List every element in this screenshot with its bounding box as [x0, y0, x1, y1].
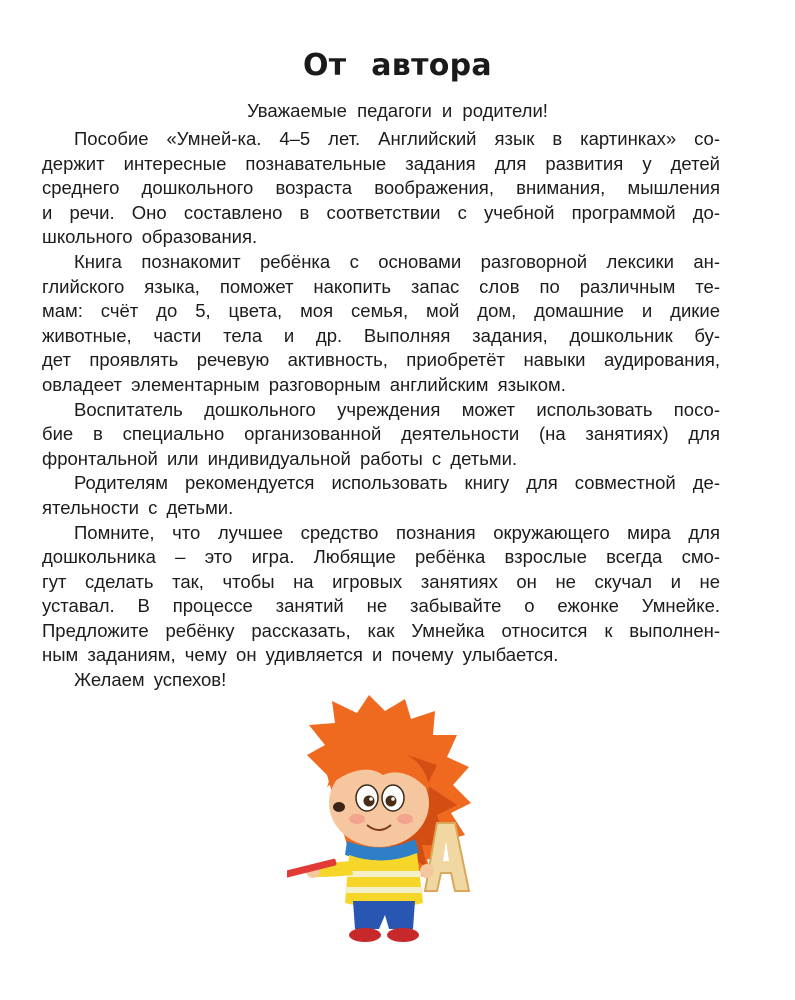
text-line: глийского языка, поможет накопить запас слов по различным те-	[42, 275, 720, 297]
text-line: ятельности с детьми.	[42, 496, 234, 518]
text-line: Желаем успехов!	[74, 669, 227, 691]
text-line: гут сделать так, чтобы на игровых занятиях он не скучал и не	[42, 570, 720, 592]
text-line: Родителям рекомендуется использовать книгу для совместной де-	[74, 472, 720, 494]
page-title: От автора	[303, 48, 492, 83]
hedgehog-sweater	[345, 853, 423, 908]
hedgehog-pants	[353, 901, 415, 929]
text-line: овладеет элементарным разговорным английским языком.	[42, 373, 566, 395]
text-line: и речи. Оно составлено в соответствии с учебной программой до-	[42, 201, 720, 223]
text-line: держит интересные познавательные задания для развития у детей	[42, 152, 720, 174]
text-line: Предложите ребёнку рассказать, как Умнейка относится к выполнен-	[42, 619, 720, 641]
hedgehog-shoe-left	[349, 928, 381, 942]
hedgehog-nose	[333, 802, 345, 812]
text-line: Пособие «Умней-ка. 4–5 лет. Английский язык в картинках» со-	[74, 128, 720, 149]
text-line: бие в специально организованной деятельности (на занятиях) для	[42, 423, 720, 445]
text-line: дет проявлять речевую активность, приобретёт навыки аудирования,	[42, 349, 720, 371]
text-line: животные, части тела и др. Выполняя задания, дошкольник бу-	[42, 324, 720, 346]
text-line: Воспитатель дошкольного учреждения может использовать посо-	[74, 398, 720, 420]
text-line: уставал. В процессе занятий не забывайте о ежонке Умнейке.	[42, 595, 720, 617]
text-line: мам: счёт до 5, цвета, моя семья, мой дом, домашние и дикие	[42, 300, 720, 322]
text-line: школьного образования.	[42, 226, 258, 248]
body-text	[42, 127, 720, 693]
text-line: дошкольника – это игра. Любящие ребёнка взрослые всегда смо-	[42, 546, 720, 568]
text-line: фронтальной или индивидуальной работы с детьми.	[42, 447, 518, 469]
text-line: Помните, что лучшее средство познания окружающего мира для	[74, 521, 720, 543]
greeting: Уважаемые педагоги и родители!	[247, 100, 548, 121]
text-line: среднего дошкольного возраста воображения, внимания, мышления	[42, 177, 720, 199]
text-line: Книга познакомит ребёнка с основами разговорной лексики ан-	[74, 250, 720, 272]
hedgehog-illustration	[287, 695, 477, 945]
hedgehog-shoe-right	[387, 928, 419, 942]
text-line: ным заданиям, чему он удивляется и почему улыбается.	[42, 644, 559, 666]
